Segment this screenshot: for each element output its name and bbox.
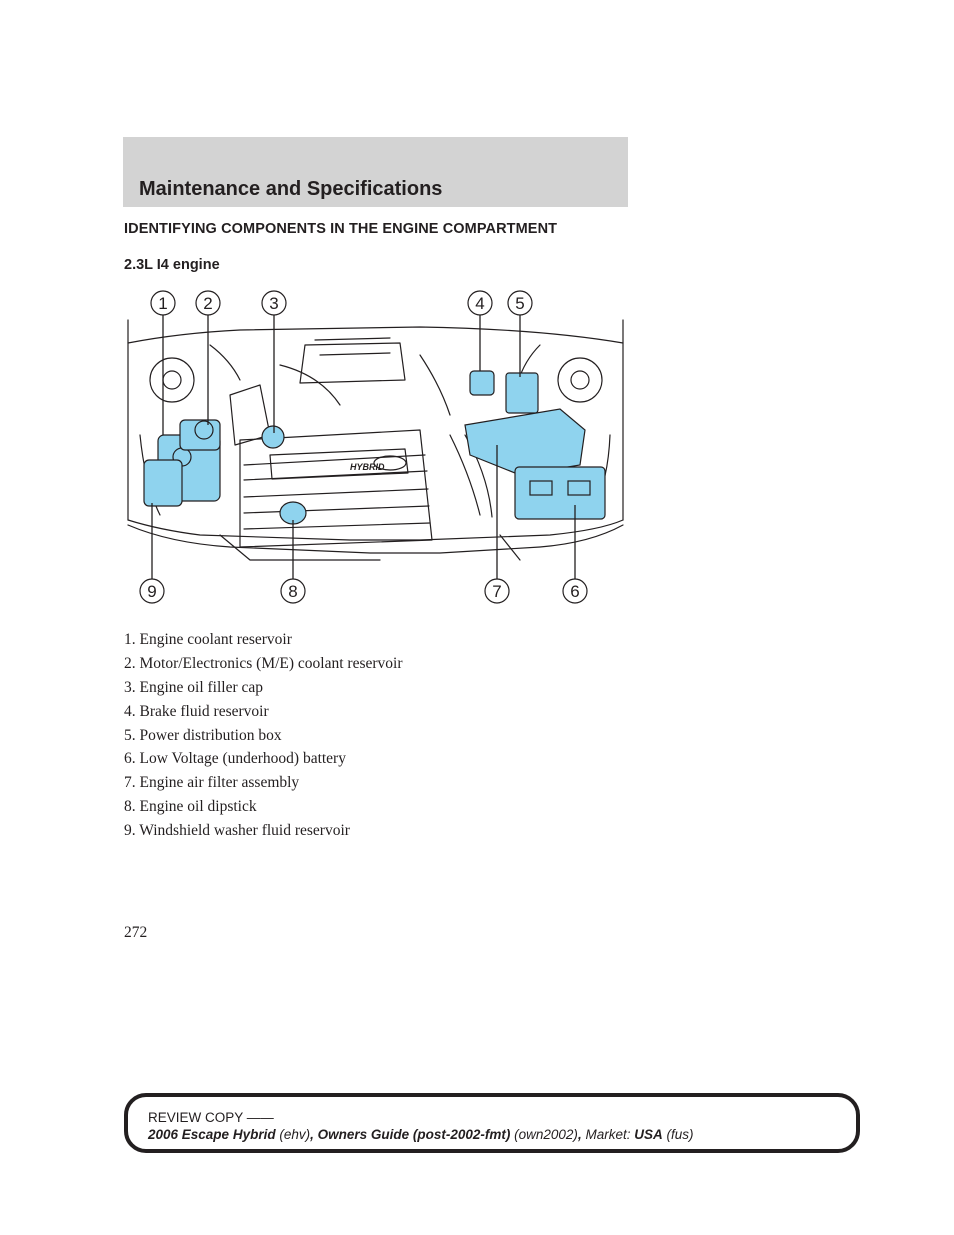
guide-code: (own2002) — [510, 1127, 578, 1142]
legend-item: 4. Brake fluid reservoir — [124, 702, 269, 720]
callout-8-label: 8 — [288, 582, 298, 601]
review-copy-box — [124, 1093, 860, 1153]
separator: , — [577, 1127, 586, 1142]
callout-7-label: 7 — [492, 582, 502, 601]
section-heading: IDENTIFYING COMPONENTS IN THE ENGINE COMPARTMENT — [124, 221, 558, 237]
review-copy-text — [148, 1109, 694, 1143]
legend-item: 5. Power distribution box — [124, 726, 282, 744]
section-header-band — [123, 137, 628, 207]
callout-9-label: 9 — [147, 582, 157, 601]
market-name: USA — [634, 1127, 663, 1142]
page-number: 272 — [124, 924, 148, 941]
callout-1-label: 1 — [158, 294, 168, 313]
legend-item: 3. Engine oil filler cap — [124, 678, 264, 696]
review-copy-line1: REVIEW COPY —— — [148, 1110, 274, 1125]
separator: , — [310, 1127, 318, 1142]
callout-5-label: 5 — [515, 294, 525, 313]
engine-compartment-diagram — [120, 285, 635, 610]
callout-4-label: 4 — [475, 294, 485, 313]
market-label: Market: — [585, 1127, 635, 1142]
legend-item: 8. Engine oil dipstick — [124, 798, 257, 816]
component-legend — [124, 628, 403, 843]
hybrid-badge-text: HYBRID — [350, 462, 385, 472]
legend-item: 6. Low Voltage (underhood) battery — [124, 750, 346, 768]
review-copy-line2 — [148, 1126, 694, 1143]
legend-item: 1. Engine coolant reservoir — [124, 631, 292, 648]
guide-name: Owners Guide (post-2002-fmt) — [317, 1127, 511, 1142]
legend-item: 2. Motor/Electronics (M/E) coolant reservoir — [124, 654, 403, 672]
legend-item: 7. Engine air filter assembly — [124, 774, 300, 792]
callout-3-label: 3 — [269, 294, 279, 313]
legend-item: 9. Windshield washer fluid reservoir — [124, 822, 350, 840]
callout-6-label: 6 — [570, 582, 580, 601]
callout-2-label: 2 — [203, 294, 213, 313]
model-code: (ehv) — [275, 1127, 311, 1142]
engine-subheading: 2.3L I4 engine — [124, 257, 220, 273]
page-title: Maintenance and Specifications — [139, 178, 443, 200]
market-code: (fus) — [662, 1127, 694, 1142]
model-name: 2006 Escape Hybrid — [148, 1127, 276, 1142]
